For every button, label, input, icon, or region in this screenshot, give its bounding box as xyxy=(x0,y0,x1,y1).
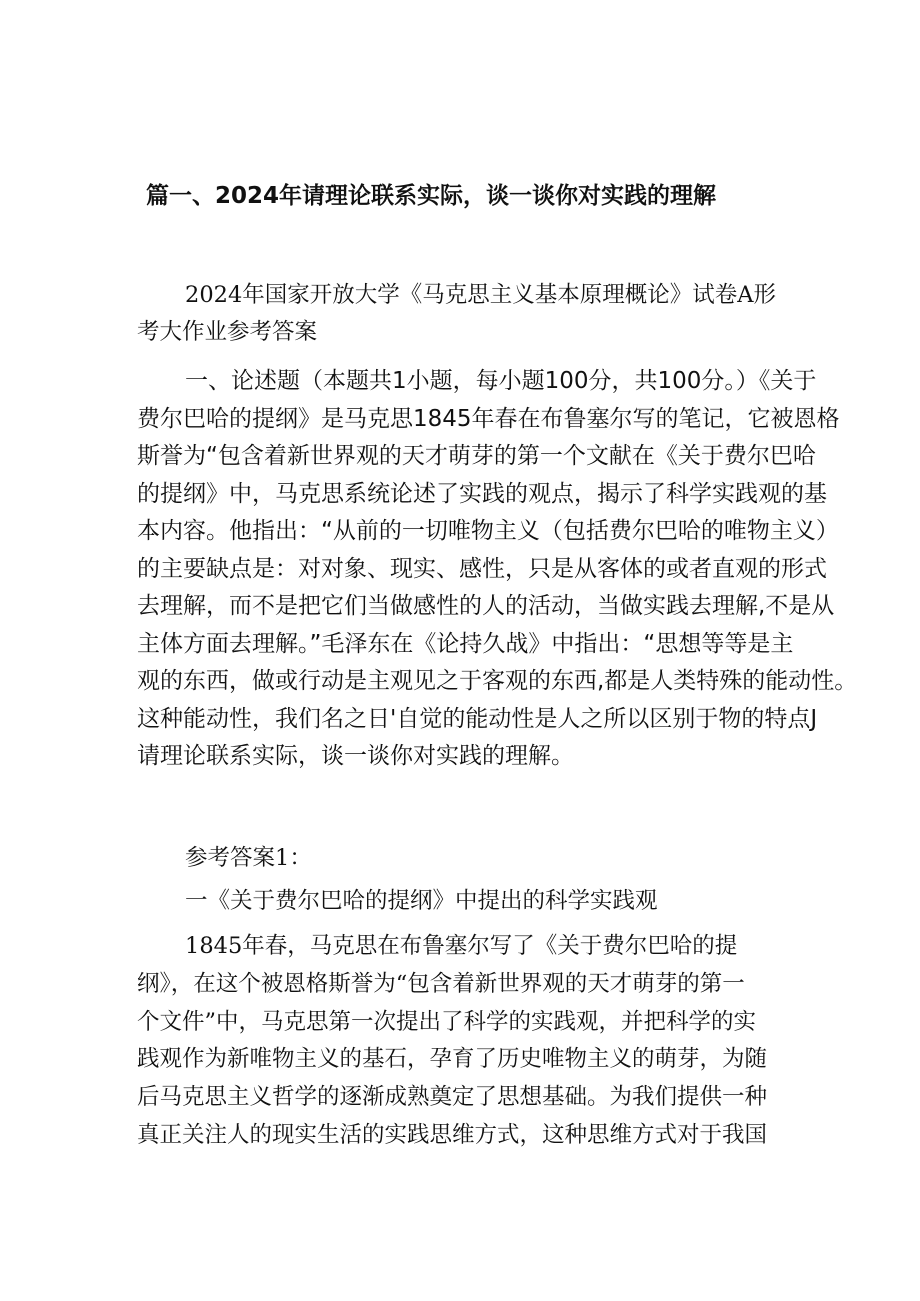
question-line: 本内容。他指出：“从前的一切唯物主义（包括费尔巴哈的唯物主义） xyxy=(137,518,839,544)
question-line: 斯誉为“包含着新世界观的天才萌芽的第一个文献在《关于费尔巴哈 xyxy=(137,443,816,469)
answer-label: 参考答案1： xyxy=(185,845,312,871)
body-line: 真正关注人的现实生活的实践思维方式，这种思维方式对于我国 xyxy=(137,1121,768,1148)
question-line: 的主要缺点是：对对象、现实、感性，只是从客体的或者直观的形式 xyxy=(137,555,827,582)
section-heading: 一《关于费尔巴哈的提纲》中提出的科学实践观 xyxy=(185,888,658,914)
question-line: 的提纲》中，马克思系统论述了实践的观点，揭示了科学实践观的基 xyxy=(137,480,827,507)
body-line: 纲》，在这个被恩格斯誉为“包含着新世界观的天才萌芽的第一 xyxy=(137,970,745,997)
question-line: 费尔巴哈的提纲》是马克思1845年春在布鲁塞尔写的笔记，它被恩格 xyxy=(137,405,840,432)
subtitle-line: 考大作业参考答案 xyxy=(137,319,318,345)
question-line: 一、论述题（本题共1小题，每小题100分，共100分。）《关于 xyxy=(185,368,817,394)
body-line: 个文件”中，马克思第一次提出了科学的实践观，并把科学的实 xyxy=(137,1008,757,1035)
question-line: 观的东西，做或行动是主观见之于客观的东西,都是人类特殊的能动性。 xyxy=(137,668,858,694)
question-line: 主体方面去理解。”毛泽东在《论持久战》中指出：“思想等等是主 xyxy=(137,630,794,657)
question-line: 请理论联系实际，谈一谈你对实践的理解。 xyxy=(137,743,574,769)
body-line: 1845年春，马克思在布鲁塞尔写了《关于费尔巴哈的提 xyxy=(185,933,738,959)
question-line: 去理解，而不是把它们当做感性的人的活动，当做实践去理解,不是从 xyxy=(137,593,835,619)
section-heading-paragraph xyxy=(137,883,797,921)
subtitle-line: 2024年国家开放大学《马克思主义基本原理概论》试卷A形 xyxy=(185,282,777,308)
answer-body-paragraph xyxy=(137,928,797,1155)
answer-label-paragraph xyxy=(137,840,797,878)
body-line: 践观作为新唯物主义的基石，孕育了历史唯物主义的萌芽，为随 xyxy=(137,1046,768,1073)
body-line: 后马克思主义哲学的逐渐成熟奠定了思想基础。为我们提供一种 xyxy=(137,1084,768,1111)
question-paragraph xyxy=(137,363,858,776)
exam-subtitle xyxy=(137,277,797,351)
question-line: 这种能动性，我们名之日'自觉的能动性是人之所以区别于物的特点J xyxy=(137,705,818,732)
document-title: 篇一、2024年请理论联系实际，谈一谈你对实践的理解 xyxy=(146,183,717,209)
